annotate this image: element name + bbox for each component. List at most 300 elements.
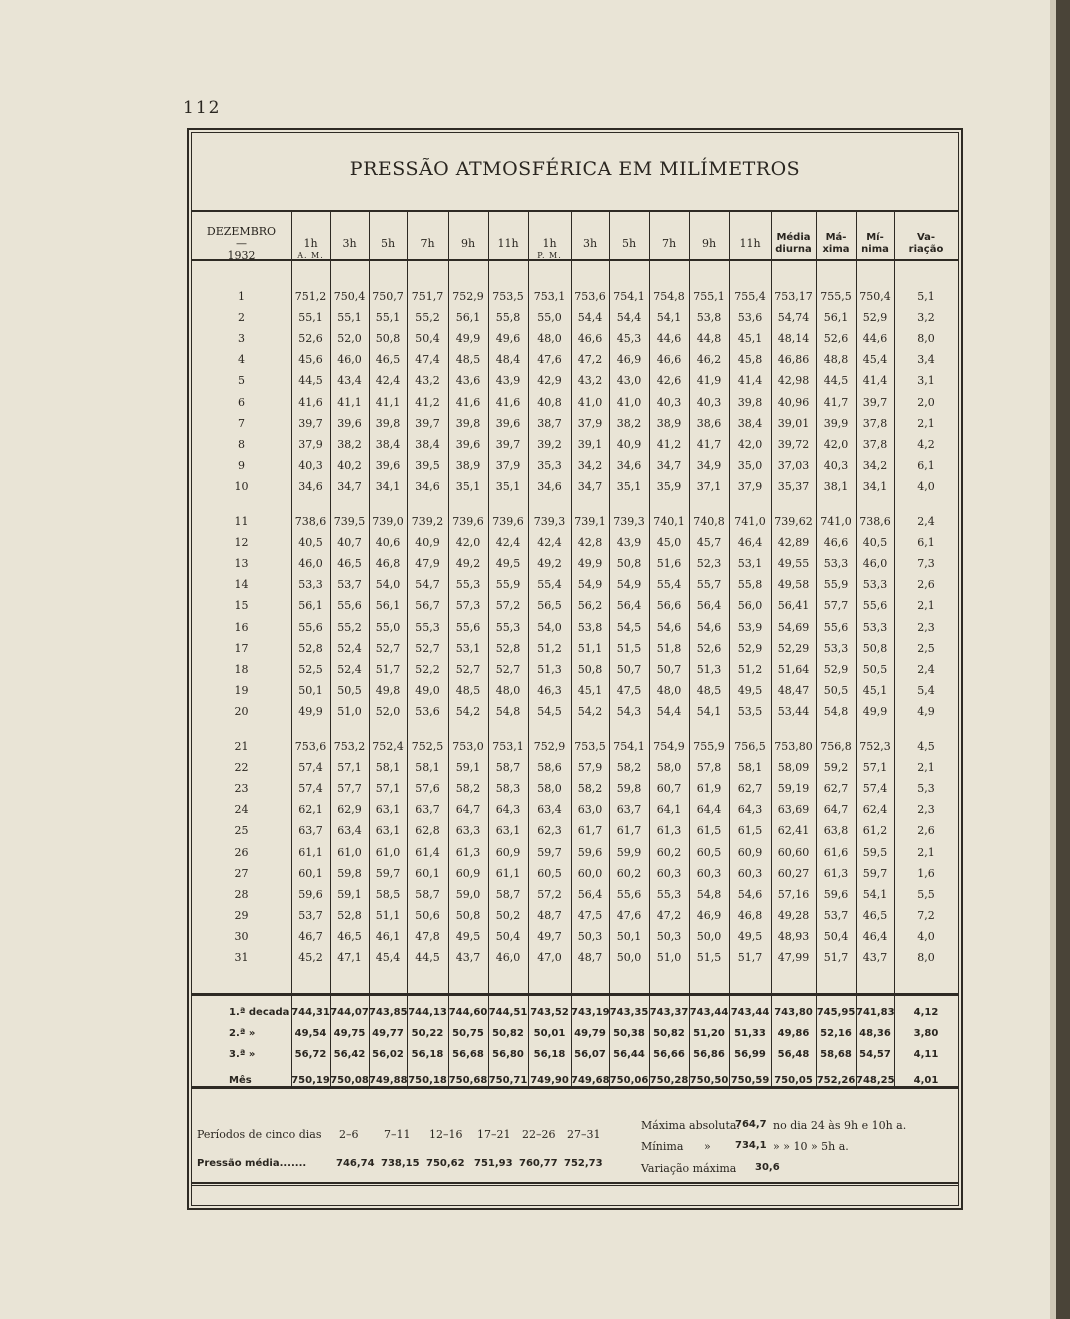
table-cell: 50,1 xyxy=(298,683,323,697)
header-month-year xyxy=(192,226,291,262)
table-cell: 52,29 xyxy=(777,641,810,655)
header-col-hour: 9h xyxy=(701,237,717,250)
table-cell: 50,5 xyxy=(337,683,362,697)
table-cell: 63,1 xyxy=(375,803,401,817)
table-cell: 2,6 xyxy=(917,824,935,838)
table-cell: 39,2 xyxy=(537,437,562,451)
table-cell: 41,2 xyxy=(656,437,682,451)
table-cell: 46,5 xyxy=(337,557,362,571)
table-cell: 35,0 xyxy=(737,458,763,472)
table-cell: 58,3 xyxy=(495,782,521,796)
table-cell: 53,44 xyxy=(777,704,810,718)
day-number: 21 xyxy=(234,740,249,753)
table-cell: 50,1 xyxy=(616,929,642,943)
table-cell: 738,6 xyxy=(859,515,891,528)
table-cell: 755,9 xyxy=(693,740,725,753)
table-cell: 46,4 xyxy=(737,536,763,550)
table-cell: 39,5 xyxy=(415,458,440,472)
table-cell: 753,2 xyxy=(333,740,366,753)
month-cell: 752,26 xyxy=(816,1075,856,1086)
table-cell: 753,5 xyxy=(492,290,524,303)
table-cell: 52,7 xyxy=(415,641,440,655)
table-cell: 50,8 xyxy=(616,557,642,571)
table-cell: 44,8 xyxy=(696,332,722,346)
table-cell: 38,2 xyxy=(337,437,362,451)
table-cell: 39,6 xyxy=(375,458,401,472)
decade-cell: 56,68 xyxy=(452,1049,484,1060)
table-cell: 55,0 xyxy=(537,311,562,325)
table-cell: 55,3 xyxy=(415,620,440,634)
table-cell: 751,7 xyxy=(411,290,444,303)
month-cell: 750,59 xyxy=(730,1075,770,1086)
decade-cell: 743,52 xyxy=(530,1007,569,1018)
table-cell: 49,58 xyxy=(777,578,810,592)
table-cell: 64,7 xyxy=(823,803,849,817)
table-cell: 61,2 xyxy=(862,824,888,838)
decade-cell: 49,86 xyxy=(777,1028,810,1039)
header-col xyxy=(571,238,609,250)
table-cell: 52,9 xyxy=(862,311,888,325)
table-title: PRESSÃO ATMOSFÉRICA EM MILÍMETROS xyxy=(349,158,801,180)
decade-cell: 49,75 xyxy=(333,1028,366,1039)
table-cell: 52,0 xyxy=(337,332,362,346)
header-col-hour: 3h xyxy=(342,237,357,250)
table-cell: 4,5 xyxy=(917,740,935,753)
decade-cell: 743,35 xyxy=(609,1007,649,1018)
table-cell: 62,3 xyxy=(537,824,562,838)
table-cell: 56,1 xyxy=(375,599,401,613)
table-cell: 39,7 xyxy=(298,416,323,430)
month-cell: 750,08 xyxy=(330,1075,369,1086)
table-cell: 61,1 xyxy=(298,845,323,859)
table-cell: 59,1 xyxy=(337,887,362,901)
table-cell: 58,7 xyxy=(495,887,521,901)
table-cell: 52,4 xyxy=(337,662,362,676)
table-cell: 47,2 xyxy=(577,353,603,367)
day-number: 28 xyxy=(234,887,249,901)
table-cell: 46,3 xyxy=(537,683,562,697)
table-cell: 52,5 xyxy=(298,662,323,676)
table-cell: 54,69 xyxy=(777,620,810,634)
table-cell: 51,6 xyxy=(656,557,682,571)
table-cell: 751,2 xyxy=(294,290,327,303)
table-cell: 54,4 xyxy=(616,311,642,325)
table-cell: 51,7 xyxy=(823,951,849,964)
table-cell: 2,4 xyxy=(917,662,935,676)
table-cell: 61,7 xyxy=(616,824,642,838)
decade-cell: 744,13 xyxy=(408,1007,447,1018)
var-label: Variação máxima xyxy=(641,1162,737,1175)
decade-cell: 50,82 xyxy=(653,1028,685,1039)
table-cell: 51,5 xyxy=(696,951,722,964)
month-cell: 750,19 xyxy=(291,1075,330,1086)
table-cell: 53,8 xyxy=(577,620,603,634)
decade-cell: 743,80 xyxy=(774,1007,813,1018)
table-cell: 50,8 xyxy=(375,332,401,346)
table-cell: 752,9 xyxy=(452,290,484,303)
table-cell: 753,1 xyxy=(492,740,524,753)
table-cell: 750,4 xyxy=(859,290,891,303)
table-cell: 58,1 xyxy=(737,761,763,775)
table-cell: 53,7 xyxy=(337,578,362,592)
table-cell: 62,4 xyxy=(862,803,888,817)
table-cell: 55,0 xyxy=(375,620,401,634)
header-col-part: diurna xyxy=(775,244,812,255)
table-cell: 58,0 xyxy=(537,782,562,796)
table-cell: 53,6 xyxy=(737,311,763,325)
table-cell: 56,1 xyxy=(823,311,849,325)
table-cell: 41,9 xyxy=(696,374,722,388)
table-cell: 35,1 xyxy=(455,479,481,493)
table-cell: 62,9 xyxy=(337,803,362,817)
table-cell: 63,7 xyxy=(616,803,642,817)
table-cell: 54,9 xyxy=(577,578,603,592)
table-cell: 55,1 xyxy=(337,311,362,325)
table-cell: 54,6 xyxy=(696,620,722,634)
table-cell: 54,0 xyxy=(537,620,562,634)
day-number: 31 xyxy=(234,951,249,964)
table-cell: 34,6 xyxy=(537,479,562,493)
table-cell: 60,5 xyxy=(537,866,562,880)
table-cell: 55,3 xyxy=(455,578,481,592)
table-cell: 60,2 xyxy=(656,845,682,859)
table-cell: 60,9 xyxy=(737,845,763,859)
decade-cell: 56,48 xyxy=(777,1049,810,1060)
table-cell: 753,1 xyxy=(533,290,566,303)
table-cell: 40,3 xyxy=(656,395,682,409)
decade-cell: 743,37 xyxy=(649,1007,689,1018)
decade-cell: 56,18 xyxy=(533,1049,566,1060)
table-cell: 58,1 xyxy=(375,761,401,775)
table-cell: 56,7 xyxy=(415,599,440,613)
table-cell: 54,8 xyxy=(696,887,722,901)
table-cell: 54,6 xyxy=(656,620,682,634)
day-number: 7 xyxy=(238,416,245,430)
table-cell: 34,1 xyxy=(862,479,888,493)
table-cell: 754,8 xyxy=(653,290,685,303)
decade-cell: 745,95 xyxy=(816,1007,856,1018)
month-cell: 750,06 xyxy=(609,1075,649,1086)
table-cell: 46,9 xyxy=(616,353,642,367)
table-cell: 59,6 xyxy=(577,845,603,859)
table-cell: 43,9 xyxy=(616,536,642,550)
decade-cell: 49,54 xyxy=(294,1028,327,1039)
table-cell: 55,9 xyxy=(823,578,849,592)
header-month: DEZEMBRO xyxy=(206,225,277,238)
table-cell: 43,7 xyxy=(862,951,888,964)
table-cell: 56,5 xyxy=(537,599,562,613)
table-cell: 756,5 xyxy=(734,740,766,753)
table-cell: 753,6 xyxy=(294,740,327,753)
table-cell: 63,4 xyxy=(537,803,562,817)
table-cell: 35,3 xyxy=(537,458,562,472)
decade-cell: 56,66 xyxy=(653,1049,685,1060)
day-number: 13 xyxy=(234,557,249,571)
table-cell: 43,4 xyxy=(337,374,362,388)
table-cell: 46,1 xyxy=(375,929,401,943)
table-cell: 5,5 xyxy=(917,887,935,901)
table-cell: 54,1 xyxy=(696,704,722,718)
day-number: 26 xyxy=(234,845,249,859)
table-cell: 8,0 xyxy=(917,951,935,964)
day-number: 22 xyxy=(234,761,249,775)
table-cell: 55,6 xyxy=(616,887,642,901)
table-cell: 7,2 xyxy=(917,908,935,922)
table-cell: 3,2 xyxy=(917,311,935,325)
table-cell: 4,0 xyxy=(917,479,935,493)
table-cell: 55,3 xyxy=(495,620,521,634)
day-number: 25 xyxy=(234,824,249,838)
table-cell: 34,6 xyxy=(298,479,323,493)
table-cell: 46,0 xyxy=(862,557,888,571)
table-cell: 38,7 xyxy=(537,416,562,430)
day-number: 23 xyxy=(234,782,249,796)
decade-cell: 50,75 xyxy=(452,1028,484,1039)
header-col-hour: 1h xyxy=(542,237,557,250)
table-cell: 38,4 xyxy=(737,416,763,430)
table-cell: 41,7 xyxy=(696,437,722,451)
table-cell: 45,1 xyxy=(577,683,603,697)
max-abs-label: Máxima absoluta. xyxy=(641,1119,740,1132)
table-cell: 61,7 xyxy=(577,824,603,838)
table-cell: 3,4 xyxy=(917,353,935,367)
table-cell: 59,8 xyxy=(337,866,362,880)
header-col xyxy=(609,238,649,250)
table-cell: 2,1 xyxy=(917,761,935,775)
table-cell: 59,9 xyxy=(616,845,642,859)
table-cell: 59,6 xyxy=(823,887,849,901)
header-col xyxy=(330,238,369,250)
table-cell: 42,4 xyxy=(537,536,562,550)
day-number: 6 xyxy=(238,395,245,409)
table-cell: 57,1 xyxy=(337,761,362,775)
table-cell: 50,4 xyxy=(415,332,440,346)
table-cell: 60,9 xyxy=(495,845,521,859)
table-cell: 57,3 xyxy=(455,599,481,613)
table-cell: 56,0 xyxy=(737,599,763,613)
table-cell: 48,0 xyxy=(656,683,682,697)
table-cell: 53,7 xyxy=(823,908,849,922)
table-cell: 34,1 xyxy=(375,479,401,493)
decade-cell: 4,12 xyxy=(913,1007,939,1018)
table-cell: 39,7 xyxy=(862,395,888,409)
table-cell: 55,6 xyxy=(862,599,888,613)
table-cell: 51,0 xyxy=(337,704,362,718)
table-cell: 60,1 xyxy=(298,866,323,880)
table-cell: 46,6 xyxy=(577,332,603,346)
table-cell: 55,8 xyxy=(495,311,521,325)
table-cell: 58,0 xyxy=(656,761,682,775)
decade-cell: 56,72 xyxy=(294,1049,327,1060)
table-cell: 754,1 xyxy=(613,740,645,753)
day-number: 18 xyxy=(234,662,249,676)
table-cell: 61,1 xyxy=(495,866,521,880)
table-cell: 49,6 xyxy=(495,332,521,346)
table-cell: 51,3 xyxy=(696,662,722,676)
table-cell: 41,6 xyxy=(495,395,521,409)
rule-line xyxy=(192,210,958,212)
table-frame xyxy=(187,128,963,1210)
table-cell: 55,2 xyxy=(337,620,362,634)
decade-cell: 743,44 xyxy=(689,1007,729,1018)
decade-cell: 744,51 xyxy=(488,1007,528,1018)
table-cell: 52,3 xyxy=(696,557,722,571)
table-cell: 39,7 xyxy=(495,437,521,451)
table-cell: 738,6 xyxy=(294,515,327,528)
table-cell: 57,7 xyxy=(337,782,362,796)
header-col xyxy=(649,238,689,250)
table-cell: 755,5 xyxy=(820,290,852,303)
day-number: 5 xyxy=(238,374,245,388)
table-cell: 34,7 xyxy=(656,458,682,472)
decade-cell: 743,85 xyxy=(369,1007,408,1018)
table-cell: 51,7 xyxy=(375,662,401,676)
table-cell: 53,1 xyxy=(737,557,763,571)
table-cell: 34,6 xyxy=(616,458,642,472)
table-cell: 40,2 xyxy=(337,458,362,472)
table-cell: 46,5 xyxy=(337,929,362,943)
table-cell: 741,0 xyxy=(820,515,852,528)
table-cell: 46,8 xyxy=(737,908,763,922)
table-cell: 753,80 xyxy=(774,740,813,753)
table-cell: 750,4 xyxy=(333,290,366,303)
table-cell: 54,5 xyxy=(537,704,562,718)
table-cell: 42,4 xyxy=(495,536,521,550)
table-cell: 42,0 xyxy=(823,437,849,451)
table-cell: 48,93 xyxy=(777,929,810,943)
header-col-hour: 11h xyxy=(497,237,519,250)
table-cell: 47,5 xyxy=(616,683,642,697)
table-cell: 39,1 xyxy=(577,437,603,451)
table-cell: 753,0 xyxy=(452,740,484,753)
day-number: 4 xyxy=(238,353,245,367)
table-cell: 6,1 xyxy=(917,458,935,472)
decade-cell: 743,44 xyxy=(730,1007,770,1018)
header-col-hour: 9h xyxy=(460,237,476,250)
decade-cell: 51,33 xyxy=(734,1028,766,1039)
table-cell: 43,2 xyxy=(577,374,603,388)
table-cell: 34,7 xyxy=(577,479,603,493)
table-cell: 61,5 xyxy=(696,824,722,838)
table-cell: 54,8 xyxy=(823,704,849,718)
table-cell: 58,09 xyxy=(777,761,810,775)
table-cell: 753,6 xyxy=(574,290,606,303)
table-cell: 38,6 xyxy=(696,416,722,430)
period-pressure: 760,77 xyxy=(519,1158,558,1169)
table-cell: 37,9 xyxy=(495,458,521,472)
table-cell: 57,1 xyxy=(375,782,401,796)
decade-cell: 56,99 xyxy=(734,1049,766,1060)
table-cell: 61,0 xyxy=(375,845,401,859)
table-cell: 40,96 xyxy=(777,395,810,409)
table-cell: 39,8 xyxy=(455,416,481,430)
day-number: 15 xyxy=(234,599,249,613)
day-number: 1 xyxy=(238,290,245,303)
header-pm: P. M. xyxy=(537,251,562,260)
table-cell: 56,41 xyxy=(777,599,810,613)
table-cell: 46,4 xyxy=(862,929,888,943)
month-cell: 750,71 xyxy=(488,1075,528,1086)
table-cell: 50,3 xyxy=(577,929,603,943)
table-cell: 739,5 xyxy=(333,515,366,528)
table-cell: 64,4 xyxy=(696,803,722,817)
header-col-hour: 11h xyxy=(739,237,761,250)
table-cell: 46,5 xyxy=(862,908,888,922)
table-cell: 55,1 xyxy=(298,311,323,325)
table-cell: 42,0 xyxy=(455,536,481,550)
decade-cell: 58,68 xyxy=(820,1049,852,1060)
day-number: 27 xyxy=(234,866,249,880)
table-cell: 51,64 xyxy=(777,662,810,676)
table-cell: 54,9 xyxy=(616,578,642,592)
table-cell: 63,1 xyxy=(375,824,401,838)
period-pressure: 751,93 xyxy=(474,1158,513,1169)
day-number: 11 xyxy=(234,515,249,528)
table-cell: 53,6 xyxy=(415,704,440,718)
table-cell: 53,7 xyxy=(298,908,323,922)
table-cell: 39,9 xyxy=(823,416,849,430)
table-cell: 739,1 xyxy=(574,515,606,528)
table-cell: 60,0 xyxy=(577,866,603,880)
table-cell: 741,0 xyxy=(734,515,766,528)
table-cell: 57,9 xyxy=(577,761,603,775)
month-cell: 750,50 xyxy=(689,1075,729,1086)
decade-cell: 741,83 xyxy=(856,1007,895,1018)
table-cell: 39,6 xyxy=(455,437,481,451)
period-range: 27–31 xyxy=(567,1128,601,1141)
table-cell: 49,5 xyxy=(495,557,521,571)
table-cell: 60,3 xyxy=(696,866,722,880)
table-cell: 63,4 xyxy=(337,824,362,838)
day-number: 17 xyxy=(234,641,249,655)
table-cell: 37,9 xyxy=(737,479,763,493)
table-cell: 64,3 xyxy=(737,803,763,817)
table-cell: 47,4 xyxy=(415,353,440,367)
table-cell: 53,3 xyxy=(298,578,323,592)
table-cell: 42,0 xyxy=(737,437,763,451)
table-cell: 2,0 xyxy=(917,395,935,409)
table-cell: 64,3 xyxy=(495,803,521,817)
table-cell: 47,2 xyxy=(656,908,682,922)
table-cell: 57,1 xyxy=(862,761,888,775)
table-cell: 56,4 xyxy=(616,599,642,613)
table-cell: 54,5 xyxy=(616,620,642,634)
table-cell: 46,0 xyxy=(337,353,362,367)
table-cell: 52,7 xyxy=(455,662,481,676)
table-cell: 58,6 xyxy=(537,761,562,775)
rule-line xyxy=(192,1182,958,1184)
table-cell: 34,7 xyxy=(337,479,362,493)
table-cell: 51,3 xyxy=(537,662,562,676)
table-cell: 63,0 xyxy=(577,803,603,817)
table-cell: 41,1 xyxy=(337,395,362,409)
decade-cell: 48,36 xyxy=(859,1028,891,1039)
table-cell: 48,5 xyxy=(455,683,481,697)
table-cell: 54,8 xyxy=(495,704,521,718)
decade-cell: 52,16 xyxy=(820,1028,852,1039)
day-number: 12 xyxy=(234,536,249,550)
decade-cell: 56,44 xyxy=(613,1049,645,1060)
table-cell: 57,7 xyxy=(823,599,849,613)
table-cell: 52,6 xyxy=(298,332,323,346)
day-number: 24 xyxy=(234,803,249,817)
table-cell: 56,4 xyxy=(696,599,722,613)
table-cell: 57,16 xyxy=(777,887,810,901)
table-cell: 47,99 xyxy=(777,951,810,964)
header-col xyxy=(729,238,771,250)
table-cell: 739,6 xyxy=(492,515,524,528)
table-cell: 46,6 xyxy=(823,536,849,550)
